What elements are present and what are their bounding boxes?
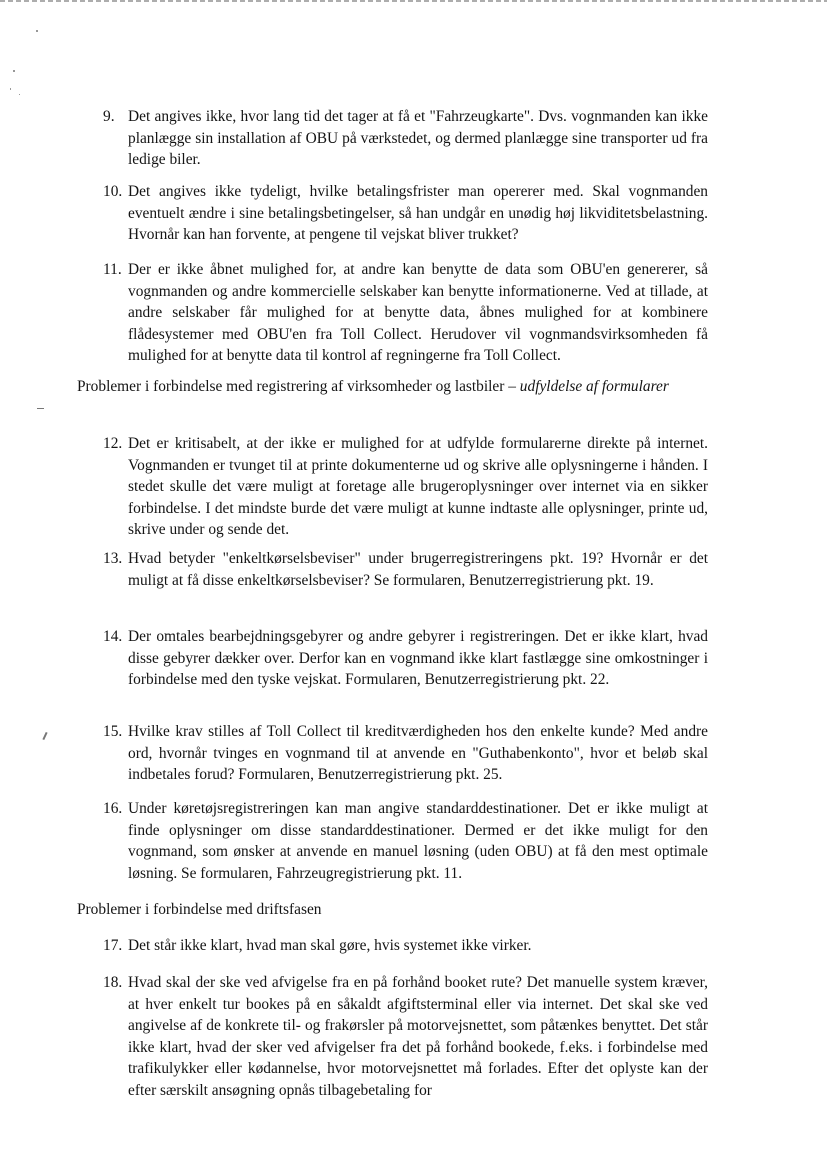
list-item [103, 626, 708, 691]
item-number: 10. [103, 183, 123, 200]
item-text: Der omtales bearbejdningsgebyrer og andre gebyrer i registreringen. Det er ikke klart, hvad disse gebyrer dækker over. Derfor kan en vognmand ikke klart fastlægge sine omkostninger i forbindelse med den tyske vejskat. Formularen, Benutzerregistrierung pkt. 22. [128, 628, 708, 688]
item-text: Under køretøjsregistreringen kan man angive standarddestinationer. Det er ikke muligt at finde oplysninger om disse standarddestinationer. Dermed er det ikke muligt for den vognmand, som ønsker at anvende en manuel løsning (uden OBU) at få den mest optimale løsning. Se formularen, Fahrzeugregistrierung pkt. 11. [128, 800, 708, 882]
item-text: Det angives ikke, hvor lang tid det tager at få et "Fahrzeugkarte". Dvs. vognmanden kan ikke planlægge sin installation af OBU på værkstedet, og dermed planlægge sine transporter ud fra ledige biler. [128, 108, 708, 168]
item-text: Hvad skal der ske ved afvigelse fra en på forhånd booket rute? Det manuelle system kræver, at hver enkelt tur bookes på en såkaldt afgiftsterminal eller via internet. Det skal ske ved angivelse af de konkrete til- og frakørsler på motorvejsnettet, som påtænkes benyttet. Det står ikke klart, hvad der sker ved afvigelser fra det på forhånd bookede, f.eks. i forbindelse med trafikulykker eller kødannelse, hvor motorvejsnettet må forlades. Efter det oplyste kan der efter særskilt ansøgning opnås tilbagebetaling for [128, 974, 708, 1099]
item-text: Det er kritisabelt, at der ikke er mulighed for at udfylde formularerne direkte på internet. Vognmanden er tvunget til at printe dokumenterne ud og skrive alle oplysningerne i hånden. I stedet skulle det være muligt at foretage alle brugeroplysninger over internet via en sikker forbindelse. I det mindste burde det være muligt at kunne indtaste alle oplysninger, printe ud, skrive under og sende det. [128, 435, 708, 538]
list-item [103, 972, 708, 1101]
heading-text: Problemer i forbindelse med registrering af virksomheder og lastbiler – [77, 378, 520, 395]
item-text: Der er ikke åbnet mulighed for, at andre kan benytte de data som OBU'en genererer, så vognmanden og andre kommercielle selskaber kan benytte informationerne. Ved at tillade, at andre selskaber får mulighed for at benytte data, åbnes mulighed for at kombinere flådesystemer med OBU'en fra Toll Collect. Herudover vil vognmandsvirksomheden få mulighed for at benytte data til kontrol af regningerne fra Toll Collect. [128, 261, 708, 364]
item-number: 14. [103, 628, 123, 645]
section-heading-registration [77, 376, 717, 398]
list-item [103, 106, 708, 171]
list-item [103, 798, 708, 884]
item-text: Hvad betyder "enkeltkørselsbeviser" under brugerregistreringens pkt. 19? Hvornår er det muligt at få disse enkeltkørselsbeviser? Se formularen, Benutzerregistrierung pkt. 19. [128, 550, 708, 589]
heading-subtitle: udfyldelse af formularer [519, 378, 669, 395]
section-heading-operation [77, 899, 717, 921]
item-text: Hvilke krav stilles af Toll Collect til kreditværdigheden hos den enkelte kunde? Med andre ord, hvornår tvinges en vognmand til at anvende en "Guthabenkonto", hvor et beløb skal indbetales forud? Formularen, Benutzerregistrierung pkt. 25. [128, 723, 708, 783]
heading-text: Problemer i forbindelse med driftsfasen [77, 901, 322, 918]
item-number: 11. [103, 261, 122, 278]
item-number: 9. [103, 108, 115, 125]
list-item [103, 181, 708, 246]
item-text: Det angives ikke tydeligt, hvilke betalingsfrister man opererer med. Skal vognmanden eventuelt ændre i sine betalingsbetingelser, så han undgår en unødig høj likviditetsbelastning. Hvornår kan han forvente, at pengene til vejskat bliver trukket? [128, 183, 708, 243]
list-item [103, 721, 708, 786]
list-item [103, 548, 708, 591]
item-text: Det står ikke klart, hvad man skal gøre, hvis systemet ikke virker. [128, 937, 532, 954]
item-number: 17. [103, 937, 123, 954]
item-number: 12. [103, 435, 123, 452]
item-number: 18. [103, 974, 123, 991]
list-item [103, 259, 708, 367]
list-item [103, 935, 708, 957]
item-number: 16. [103, 800, 123, 817]
item-number: 13. [103, 550, 123, 567]
list-item [103, 433, 708, 541]
item-number: 15. [103, 723, 123, 740]
